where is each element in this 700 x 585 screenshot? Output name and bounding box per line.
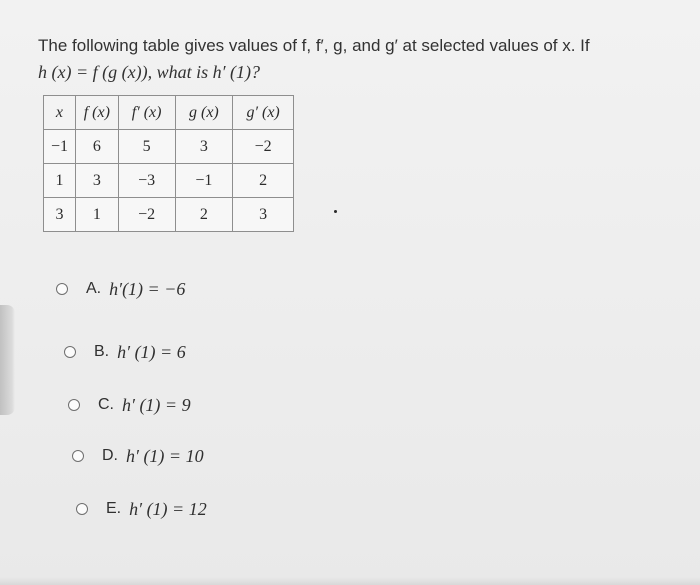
choice-e[interactable] [76, 497, 207, 521]
header-f-prime: f′ (x) [118, 96, 175, 130]
radio-button-icon[interactable] [64, 346, 76, 358]
stray-mark [334, 210, 337, 213]
choice-letter: A. [86, 280, 102, 297]
header-x: x [44, 96, 76, 130]
question-line-1: The following table gives values of f, f′, g, and g′ at selected values of x. If [38, 36, 590, 55]
choice-a[interactable] [56, 277, 185, 301]
table-cell: 6 [75, 130, 118, 164]
values-table [43, 95, 294, 232]
choice-expression: h′ (1) = 10 [126, 445, 204, 466]
table-cell: 2 [175, 198, 233, 232]
choice-b[interactable] [64, 340, 186, 364]
table-cell: −3 [118, 164, 175, 198]
table-cell: 5 [118, 130, 175, 164]
choice-letter: B. [94, 343, 110, 360]
table-cell: 1 [44, 164, 76, 198]
header-g-prime: g′ (x) [233, 96, 294, 130]
question-line-2: h (x) = f (g (x)), what is h′ (1)? [38, 62, 261, 82]
choice-letter: C. [98, 396, 114, 413]
choice-c[interactable] [68, 393, 191, 417]
header-g: g (x) [175, 96, 233, 130]
table-row [44, 164, 294, 198]
choice-letter: E. [106, 500, 122, 517]
table-cell: 2 [233, 164, 294, 198]
choice-expression: h′ (1) = 6 [117, 341, 186, 362]
page-bottom-shadow [0, 577, 700, 585]
table-cell: −2 [118, 198, 175, 232]
table-cell: 3 [233, 198, 294, 232]
radio-button-icon[interactable] [68, 399, 80, 411]
table-row [44, 198, 294, 232]
values-table-body [44, 130, 294, 232]
table-cell: 3 [44, 198, 76, 232]
radio-button-icon[interactable] [72, 450, 84, 462]
radio-button-icon[interactable] [76, 503, 88, 515]
choice-expression: h′ (1) = 12 [129, 498, 207, 519]
choice-letter: D. [102, 447, 118, 464]
table-cell: 3 [175, 130, 233, 164]
table-cell: −1 [175, 164, 233, 198]
choice-expression: h′(1) = −6 [109, 278, 186, 299]
header-f: f (x) [75, 96, 118, 130]
table-cell: 1 [75, 198, 118, 232]
choice-expression: h′ (1) = 9 [122, 394, 191, 415]
radio-button-icon[interactable] [56, 283, 68, 295]
table-cell: 3 [75, 164, 118, 198]
values-table-header [44, 96, 294, 130]
table-cell: −2 [233, 130, 294, 164]
question-text [38, 33, 658, 85]
table-cell: −1 [44, 130, 76, 164]
table-row [44, 130, 294, 164]
table-header-row [44, 96, 294, 130]
choice-d[interactable] [72, 444, 204, 468]
page-edge-shadow [0, 305, 15, 415]
